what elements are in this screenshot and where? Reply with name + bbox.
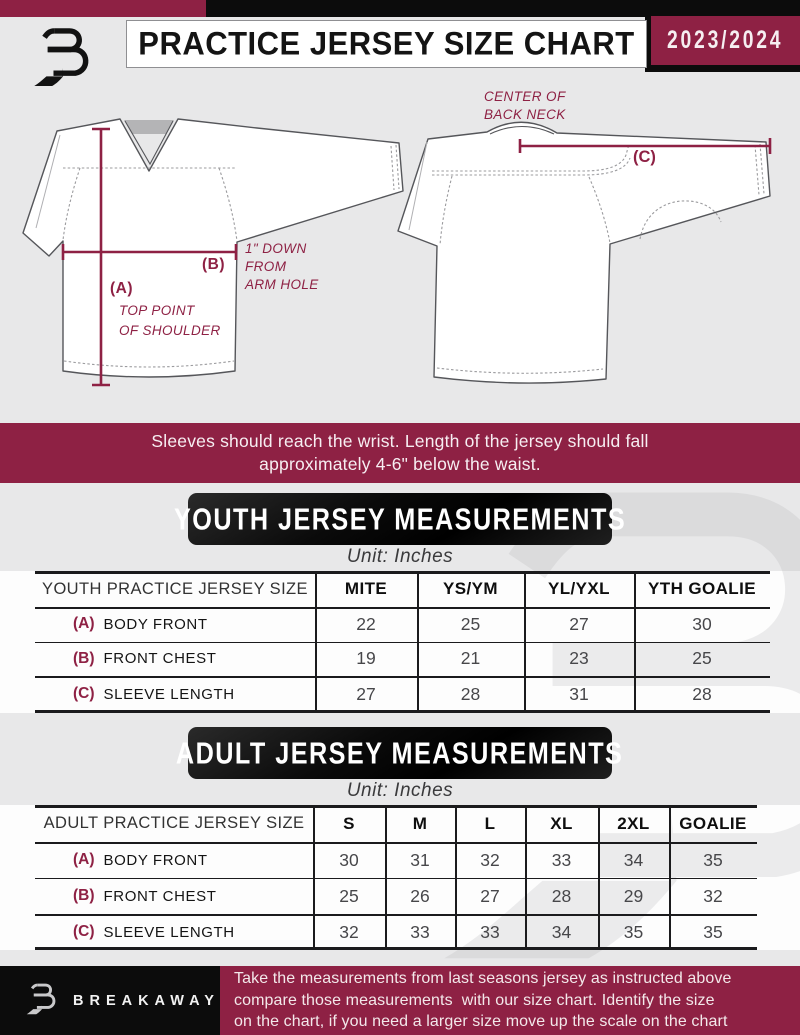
footer-brand-name: BREAKAWAY — [73, 992, 220, 1009]
row-key: (B) — [73, 887, 95, 904]
cell-value: 34 — [623, 849, 644, 870]
cell-value: 19 — [356, 648, 376, 668]
row-key: (C) — [73, 685, 95, 703]
season-badge-label: 2023/2024 — [667, 26, 784, 54]
table-border — [35, 878, 757, 879]
adult-row-label-a — [35, 842, 313, 878]
row-key: (A) — [73, 851, 95, 868]
season-badge — [651, 16, 800, 65]
table-border — [455, 805, 457, 950]
table-border — [35, 607, 770, 609]
cell-value: 25 — [460, 613, 481, 634]
table-border — [385, 805, 387, 950]
table-border — [35, 914, 757, 916]
cell-value: 35 — [703, 921, 723, 942]
table-border — [598, 805, 600, 950]
cell-value: 34 — [551, 921, 572, 942]
fit-note-line2: approximately 4-6" below the waist. — [259, 454, 541, 474]
cell-value: 29 — [623, 885, 644, 906]
cell-value: 30 — [692, 613, 712, 634]
cell-value: 32 — [480, 849, 500, 870]
back-jersey-diagram — [398, 122, 770, 383]
top-strip-maroon — [0, 0, 206, 17]
cell-value: 35 — [623, 921, 644, 942]
table-border — [669, 805, 671, 950]
adult-col-header-l: L — [484, 813, 496, 833]
label-c: (C) — [633, 148, 656, 166]
footer-instruction-line3: on the chart, if you need a larger size move up the scale on the chart — [234, 1013, 728, 1031]
row-label: FRONT CHEST — [103, 887, 217, 905]
cell-value: 27 — [569, 613, 589, 634]
cell-value: 28 — [692, 683, 712, 704]
adult-col-header-size: ADULT PRACTICE JERSEY SIZE — [43, 814, 305, 832]
footer-breakaway-b-logo-icon — [26, 982, 60, 1020]
cell-value: 21 — [460, 648, 481, 668]
row-label: SLEEVE LENGTH — [103, 923, 235, 941]
page-title: PRACTICE JERSEY SIZE CHART — [138, 25, 635, 62]
cell-value: 22 — [356, 613, 376, 634]
youth-col-header-mite: MITE — [344, 579, 388, 598]
footer-instruction-line1: Take the measurements from last seasons jersey as instructed above — [234, 970, 732, 988]
youth-col-header-ylyxl: YL/YXL — [548, 579, 610, 598]
cell-value: 23 — [569, 648, 589, 668]
youth-unit-label: Unit: Inches — [346, 546, 454, 567]
adult-col-header-goalie: GOALIE — [679, 813, 747, 833]
row-key: (A) — [73, 615, 95, 633]
row-label: BODY FRONT — [103, 615, 208, 633]
cell-value: 26 — [410, 885, 430, 906]
youth-col-header-size: YOUTH PRACTICE JERSEY SIZE — [42, 579, 308, 598]
cell-value: 31 — [569, 683, 589, 704]
cell-value: 35 — [703, 849, 723, 870]
table-border — [35, 842, 757, 844]
footer-instruction-line2: compare those measurements with our size chart. Identify the size — [234, 991, 715, 1009]
youth-section-heading: YOUTH JERSEY MEASUREMENTS — [188, 493, 612, 545]
cell-value: 25 — [692, 648, 712, 668]
footer-brand-panel — [0, 966, 220, 1035]
cell-value: 30 — [339, 849, 359, 870]
table-border — [634, 571, 636, 713]
table-border — [313, 805, 315, 950]
label-a: (A) — [110, 280, 134, 297]
adult-row-label-c — [35, 914, 313, 950]
adult-col-header-2xl: 2XL — [617, 813, 650, 833]
table-border — [524, 571, 526, 713]
cell-value: 27 — [356, 683, 376, 704]
cell-value: 27 — [480, 885, 500, 906]
cell-value: 28 — [460, 683, 481, 704]
footer — [0, 966, 800, 1035]
adult-row-label-b — [35, 878, 313, 914]
label-b: (B) — [202, 256, 226, 273]
adult-col-header-xl: XL — [550, 813, 573, 833]
fit-note-line1: Sleeves should reach the wrist. Length of the jersey should fall — [151, 431, 649, 451]
table-border — [315, 571, 317, 713]
youth-row-label-b — [35, 642, 315, 676]
youth-col-header-ysym: YS/YM — [443, 579, 498, 598]
title-box — [126, 20, 647, 68]
adult-col-header-s: S — [343, 813, 355, 833]
row-key: (C) — [73, 923, 95, 940]
youth-row-label-c — [35, 676, 315, 714]
cell-value: 32 — [703, 885, 723, 906]
table-border — [417, 571, 419, 713]
cell-value: 32 — [339, 921, 359, 942]
arm-hole-note: 1" DOWN FROM ARM HOLE — [245, 241, 319, 292]
table-border — [35, 947, 757, 950]
jersey-diagram-svg — [0, 85, 800, 415]
cell-value: 28 — [551, 885, 572, 906]
table-border — [35, 710, 770, 713]
footer-instructions — [220, 966, 800, 1035]
adult-size-table — [35, 805, 757, 950]
adult-col-header-m: M — [412, 813, 428, 833]
cell-value: 31 — [410, 849, 430, 870]
top-point-shoulder-note: TOP POINT OF SHOULDER — [119, 303, 221, 338]
youth-row-label-a — [35, 607, 315, 642]
adult-section-heading: ADULT JERSEY MEASUREMENTS — [188, 727, 612, 779]
youth-size-table — [35, 571, 770, 713]
youth-col-header-goalie: YTH GOALIE — [648, 579, 756, 598]
table-border — [35, 571, 770, 574]
table-border — [35, 676, 770, 678]
row-key: (B) — [73, 649, 95, 667]
cell-value: 33 — [480, 921, 500, 942]
table-border — [525, 805, 527, 950]
center-back-neck-note: CENTER OF BACK NECK — [484, 89, 566, 122]
row-label: FRONT CHEST — [103, 650, 217, 667]
adult-unit-label: Unit: Inches — [346, 780, 454, 801]
breakaway-b-logo-icon — [33, 25, 97, 97]
table-border — [35, 642, 770, 643]
table-border — [35, 805, 757, 808]
fit-note-banner — [0, 423, 800, 483]
cell-value: 33 — [551, 849, 572, 870]
cell-value: 25 — [339, 885, 359, 906]
row-label: SLEEVE LENGTH — [103, 685, 235, 703]
cell-value: 33 — [410, 921, 430, 942]
row-label: BODY FRONT — [103, 851, 208, 869]
